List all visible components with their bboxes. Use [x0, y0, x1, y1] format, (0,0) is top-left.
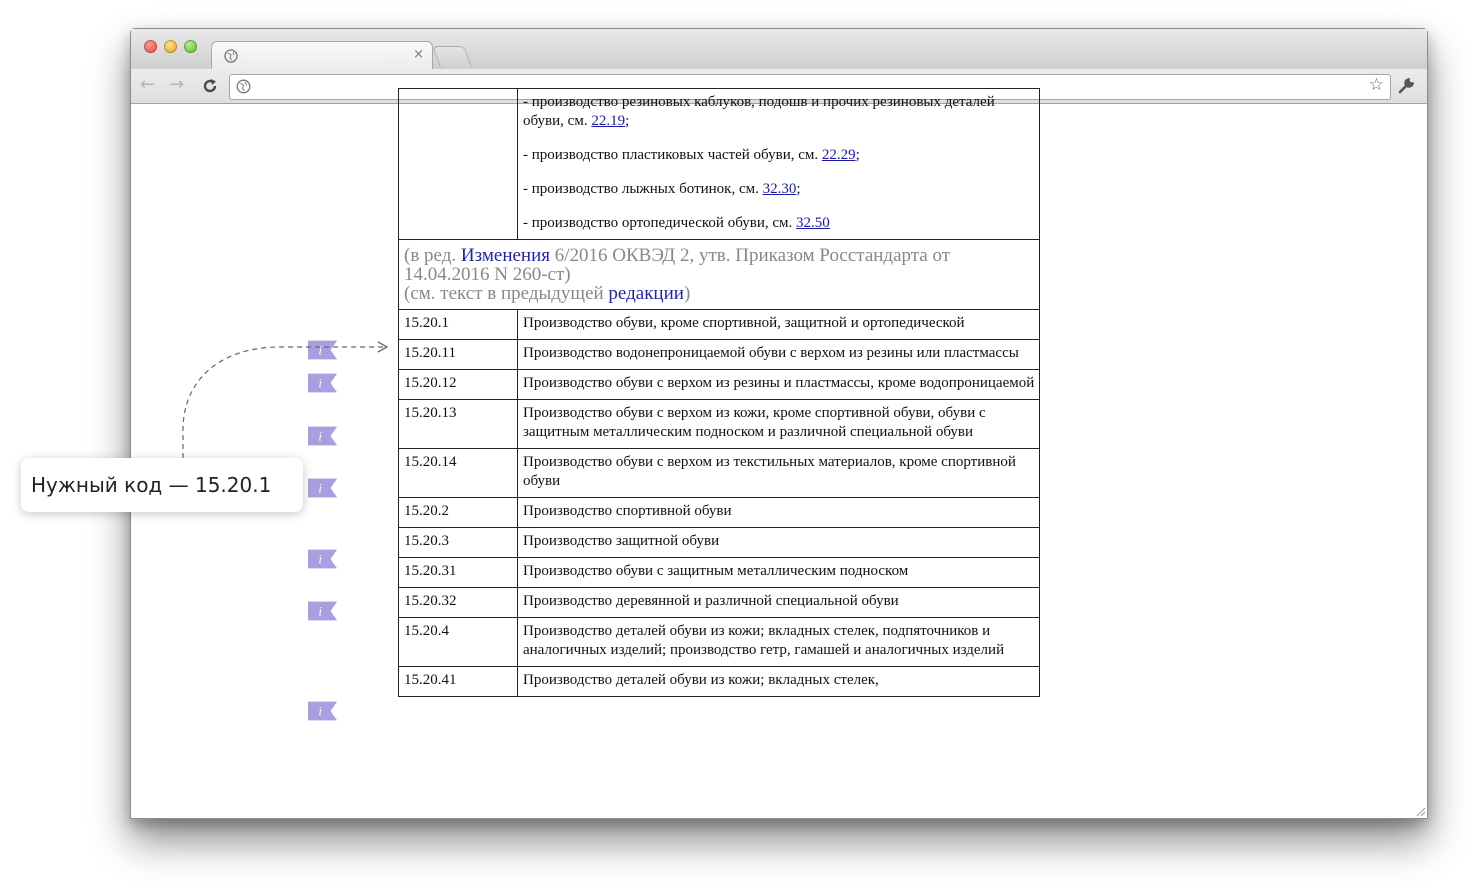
svg-text:i: i — [318, 428, 322, 444]
okved-description: Производство спортивной обуви — [518, 498, 1040, 528]
okved-code: 15.20.32 — [399, 588, 518, 618]
svg-text:i: i — [318, 480, 322, 496]
title-bar — [131, 29, 1427, 69]
okved-code: 15.20.3 — [399, 528, 518, 558]
okved-code: 15.20.12 — [399, 370, 518, 400]
edition-note — [399, 240, 1040, 310]
okved-code: 15.20.41 — [399, 667, 518, 697]
wrench-icon[interactable] — [1397, 77, 1415, 95]
reload-icon[interactable] — [202, 78, 218, 94]
exclusion-text: - производство пластиковых частей обуви, см. — [523, 147, 822, 163]
svg-text:i: i — [318, 551, 322, 567]
exclusion-item — [523, 146, 1035, 165]
close-window-button[interactable] — [144, 40, 157, 53]
okved-code: 15.20.4 — [399, 618, 518, 667]
exclusion-ref-link[interactable]: 22.29 — [821, 147, 856, 163]
previous-edition-link[interactable]: редакции — [608, 283, 684, 304]
exclusions-code-cell — [399, 89, 518, 240]
zoom-window-button[interactable] — [184, 40, 197, 53]
table-row — [399, 558, 1040, 588]
okved-description: Производство обуви, кроме спортивной, защитной и ортопедической — [518, 310, 1040, 340]
exclusion-item — [523, 93, 1035, 131]
svg-text:i: i — [318, 603, 322, 619]
new-tab-button[interactable] — [432, 46, 472, 67]
globe-icon — [224, 49, 238, 63]
okved-document — [398, 88, 1040, 697]
okved-description: Производство обуви с верхом из текстильных материалов, кроме спортивной обуви — [518, 449, 1040, 498]
info-icon[interactable] — [308, 701, 338, 721]
table-row — [399, 528, 1040, 558]
annotation-callout: Нужный код — 15.20.1 — [21, 458, 303, 512]
edition-text: (в ред. — [404, 245, 461, 266]
okved-description: Производство обуви с верхом из резины и пластмассы, кроме водопроницаемой — [518, 370, 1040, 400]
info-icon[interactable] — [308, 426, 338, 446]
exclusion-text: - производство резиновых каблуков, подошв и прочих резиновых деталей обуви, см. — [523, 94, 995, 129]
table-row — [399, 618, 1040, 667]
resize-grip-icon[interactable] — [1415, 806, 1425, 816]
edition-text: ) — [683, 283, 691, 304]
exclusions-cell — [518, 89, 1040, 240]
edition-text: 6/2016 ОКВЭД 2, утв. Приказом Росстандарта от 14.04.2016 N 260-ст) — [404, 245, 951, 285]
table-row — [399, 310, 1040, 340]
globe-icon — [236, 79, 251, 94]
info-icon[interactable] — [308, 601, 338, 621]
okved-code: 15.20.2 — [399, 498, 518, 528]
okved-description: Производство деревянной и различной специальной обуви — [518, 588, 1040, 618]
table-row — [399, 449, 1040, 498]
exclusion-text: - производство лыжных ботинок, см. — [523, 181, 763, 197]
table-row — [399, 370, 1040, 400]
exclusion-ref-link[interactable]: 32.50 — [796, 215, 830, 231]
minimize-window-button[interactable] — [164, 40, 177, 53]
okved-description: Производство деталей обуви из кожи; вкладных стелек, — [518, 667, 1040, 697]
exclusion-item — [523, 180, 1035, 199]
info-icon[interactable] — [308, 478, 338, 498]
table-row — [399, 588, 1040, 618]
table-row — [399, 667, 1040, 697]
svg-text:i: i — [318, 375, 322, 391]
forward-icon[interactable]: → — [169, 74, 185, 95]
back-icon[interactable]: ← — [140, 74, 156, 95]
bookmark-star-icon[interactable]: ☆ — [1368, 75, 1384, 95]
browser-tab[interactable] — [211, 41, 433, 70]
info-icon[interactable] — [308, 549, 338, 569]
exclusion-text: - производство ортопедической обуви, см. — [523, 215, 797, 231]
exclusions-row — [399, 89, 1040, 240]
okved-table — [398, 88, 1040, 697]
svg-text:i: i — [318, 703, 322, 719]
info-icon[interactable] — [308, 373, 338, 393]
table-row — [399, 340, 1040, 370]
edition-text: (см. текст в предыдущей — [404, 283, 609, 304]
exclusion-item — [523, 214, 1035, 233]
okved-description: Производство водонепроницаемой обуви с верхом из резины или пластмассы — [518, 340, 1040, 370]
okved-code: 15.20.13 — [399, 400, 518, 449]
svg-text:i: i — [318, 342, 322, 358]
exclusion-suffix: ; — [625, 113, 630, 129]
okved-description: Производство защитной обуви — [518, 528, 1040, 558]
okved-code: 15.20.14 — [399, 449, 518, 498]
okved-description: Производство деталей обуви из кожи; вкладных стелек, подпяточников и аналогичных изделий; производство гетр, гамашей и аналогичных изделий — [518, 618, 1040, 667]
okved-code: 15.20.11 — [399, 340, 518, 370]
okved-code: 15.20.31 — [399, 558, 518, 588]
okved-description: Производство обуви с защитным металлическим подноском — [518, 558, 1040, 588]
table-row — [399, 498, 1040, 528]
edition-change-link[interactable]: Изменения — [460, 245, 550, 266]
okved-description: Производство обуви с верхом из кожи, кроме спортивной обуви, обуви с защитным металлическим подноском и различной специальной обуви — [518, 400, 1040, 449]
edition-row — [399, 240, 1040, 310]
close-tab-icon[interactable]: × — [413, 47, 424, 62]
info-icon[interactable] — [308, 340, 338, 360]
table-row — [399, 400, 1040, 449]
exclusion-suffix: ; — [796, 181, 801, 197]
okved-code: 15.20.1 — [399, 310, 518, 340]
exclusion-ref-link[interactable]: 22.19 — [591, 113, 626, 129]
exclusion-ref-link[interactable]: 32.30 — [762, 181, 797, 197]
exclusion-suffix: ; — [855, 147, 860, 163]
